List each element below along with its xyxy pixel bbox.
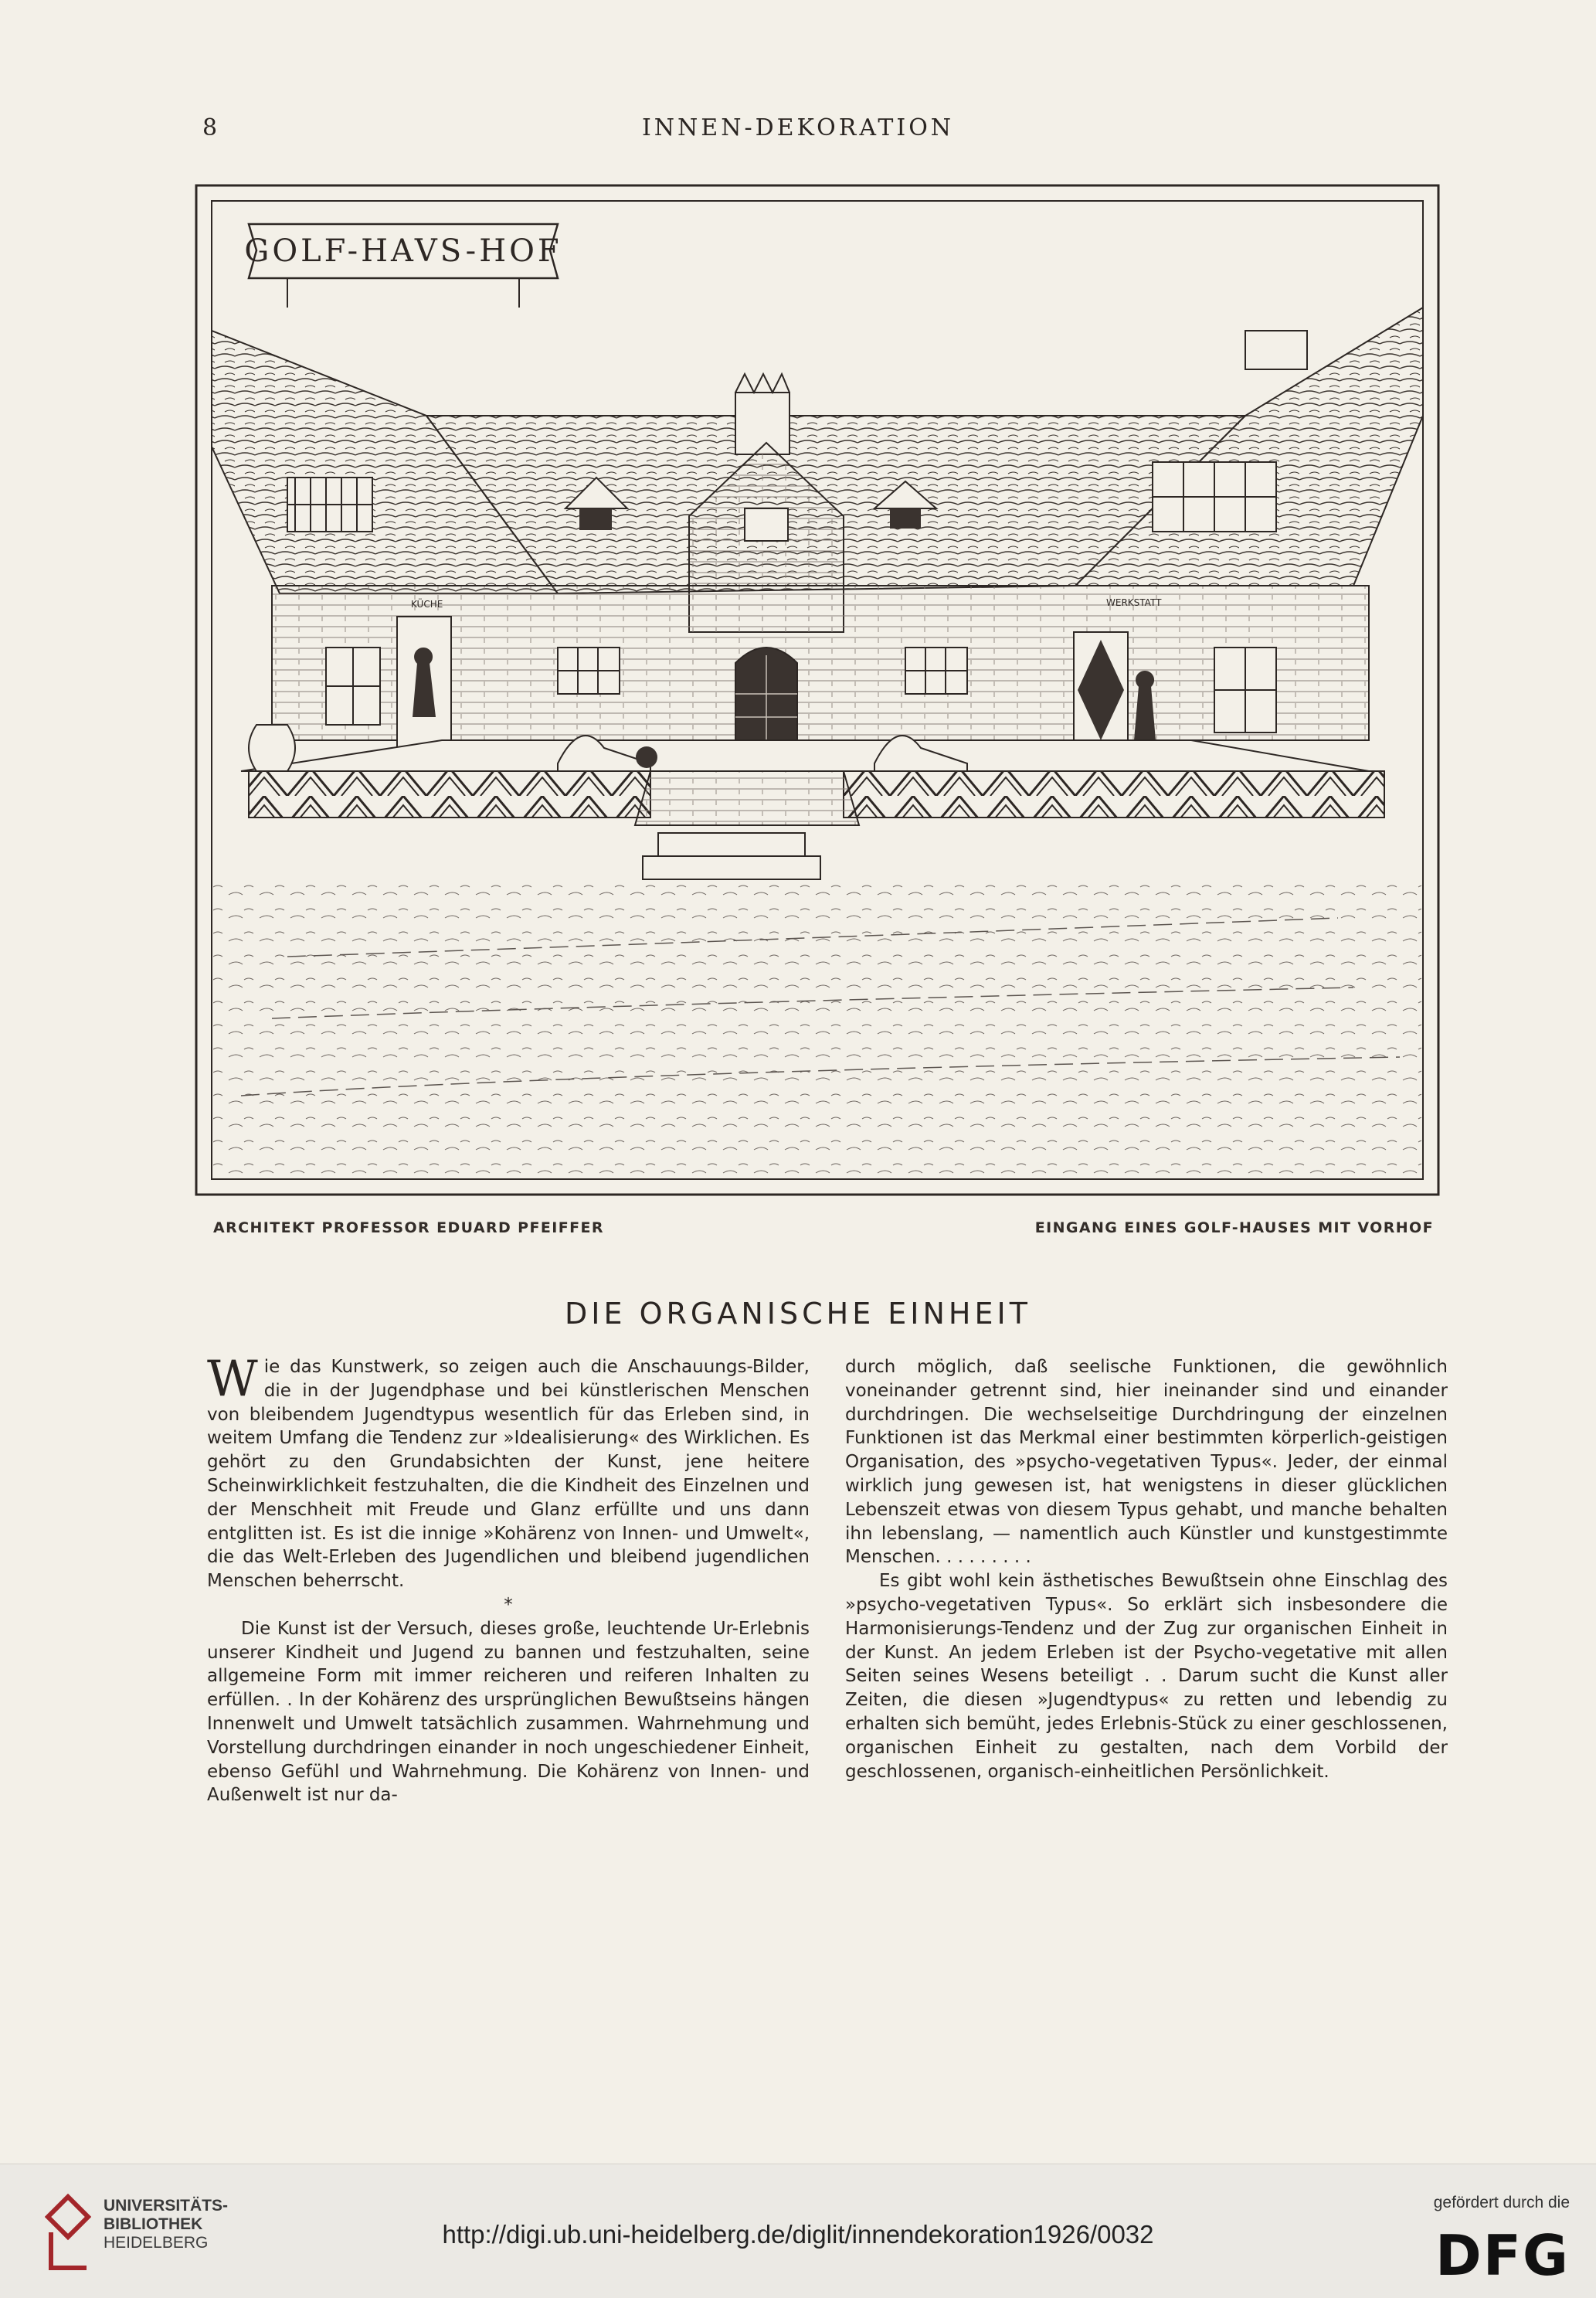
section-separator: * [504, 1594, 513, 1615]
paragraph: Es gibt wohl kein ästhetisches Bewußtsein ohne Einschlag des »psycho-vegetativen Typus«. So erklärt sich insbesondere die Harmonisierungs-Tendenz und der Zug zur organischen Einheit in der Kunst. An jedem Erleben ist der Psycho-vegetative mit allen Seiten seines Wesens beteiligt . . Darum sucht die Kunst aller Zeiten, die diesen »Jugendtypus« zu retten und lebendig zu erhalten sich bemüht, jedes Erlebnis-Stück zu einer geschlossenen, organischen Einheit zu gestalten, nach dem Vorbild der geschlossenen, organisch-einheitlichen Persönlichkeit. [845, 1571, 1448, 1782]
sign-text: GOLF-HAVS-HOF [244, 233, 562, 269]
kitchen-label: KÜCHE [411, 599, 443, 610]
running-head [0, 114, 1596, 148]
library-name-line: UNIVERSITÄTS- [104, 2197, 229, 2215]
paragraph: durch möglich, daß seelische Funktionen, die gewöhnlich voneinander getrennt sind, hier ineinander sind und einander durchdringen. Die wechselseitige Durchdringung der einzelnen Funktionen ist das Merkmal einer bestimmten körperlich-geistigen Organisation, des »psycho-vegetativen Typus«. Jeder, der einmal wirklich jung gewesen ist, hat wenigstens in dieser glücklichen Lebenszeit etwas von diesem Typus gehabt, und manche behalten ihn lebenslang, — namentlich auch Künstler und kunstgestimmte Menschen. . . . . . . . . [845, 1357, 1448, 1568]
golf-house-illustration [195, 184, 1440, 1196]
digitization-footer [0, 2164, 1596, 2298]
journal-title: INNEN-DEKORATION [641, 114, 955, 141]
drop-cap: W [207, 1351, 258, 1408]
dfg-logo: DFG [1435, 2223, 1570, 2288]
paragraph: Die Kunst ist der Versuch, dieses große, leuchtende Ur-Erlebnis unserer Kindheit und Jugend zu bannen und festzuhalten, seine allgemeine Form mit immer reicheren und reiferen Inhalten zu erfüllen. . In der Kohärenz des ursprünglichen Bewußtseins hängen Innenwelt und Umwelt tatsächlich zusammen. Wahrnehmung und Vorstellung durchdringen einander in noch ungeschiedener Einheit, ebenso Gefühl und Wahrnehmung. Die Kohärenz von Innen- und Außenwelt ist nur da- [207, 1618, 810, 1806]
workshop-label: WERKSTATT [1106, 597, 1162, 608]
library-name-line: HEIDELBERG [104, 2234, 209, 2252]
text-column-right [845, 1355, 1448, 1783]
left-parapet [249, 771, 650, 818]
caption-architect: ARCHITEKT PROFESSOR EDUARD PFEIFFER [213, 1219, 604, 1236]
paragraph-text: ie das Kunstwerk, so zeigen auch die Anschauungs-Bilder, die in der Jugendphase und bei künstlerischen Menschen von bleibendem Jugendtypus wesentlich für das Erleben sind, in weitem Umfang die Tendenz zur »Idealisierung« des Wirklichen. Es gehört zu den Grundabsichten der Kunst, jene heitere Scheinwirklichkeit festzuhalten, die die Kindheit des Einzelnen und der Menschheit mit Freude und Glanz erfüllte und uns dann entglitten ist. Es ist die innige »Kohärenz von Innen- und Umwelt«, die das Welt-Erleben des Jugendlichen und bleibend jugendlichen Menschen beherrscht. [207, 1357, 810, 1592]
text-column-left [207, 1351, 810, 1807]
page-number: 8 [202, 114, 219, 141]
right-parapet [844, 771, 1384, 818]
article-title: DIE ORGANISCHE EINHEIT [565, 1297, 1031, 1331]
library-name-line: BIBLIOTHEK [104, 2215, 203, 2233]
funding-caption: gefördert durch die [1433, 2194, 1570, 2211]
caption-description: EINGANG EINES GOLF-HAUSES MIT VORHOF [1034, 1219, 1434, 1236]
permalink-url[interactable]: http://digi.ub.uni-heidelberg.de/diglit/innendekoration1926/0032 [442, 2220, 1154, 2249]
paragraph [207, 1351, 810, 1593]
